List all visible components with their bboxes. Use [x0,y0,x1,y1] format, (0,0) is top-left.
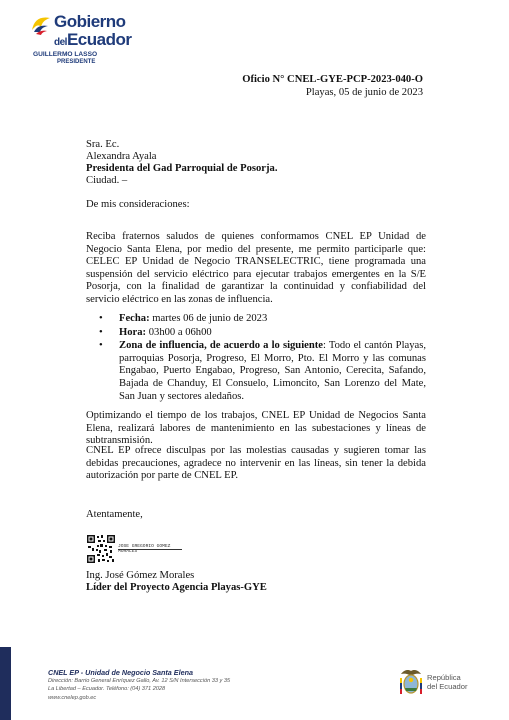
body-paragraph-1: Reciba fraternos saludos de quienes conformamos CNEL EP Unidad de Negocio Santa Elena, por medio del presente, me permito participarle que: CELEC EP Unidad de Negocio TRANSELECTRIC, tiene programada una suspensión del servicio eléctrico para ejecutar trabajos emergentes en la S/E Posorja, con la finalidad de garantizar la continuidad y confiabilidad del servicio eléctrico en las zonas de influencia. [86,231,426,305]
body-paragraph-2: Optimizando el tiempo de los trabajos, CNEL EP Unidad de Negocios Santa Elena, realizará labores de mantenimiento en las subestaciones y líneas de subtransmisión. [86,410,426,447]
footer-accent-bar [0,647,11,720]
signature-qr-code-icon [86,534,116,564]
office-reference: Oficio N° CNEL-GYE-PCP-2023-040-O [242,74,423,85]
signature-stamp-line2: MORALES [118,549,138,554]
footer-website: www.cnelep.gob.ec [48,695,97,701]
bullet-symbol: • [99,340,103,352]
logo-president-title: PRESIDENTE [57,59,96,65]
signature-stamp-line1: JOSE GREGORIO GOMEZ [118,544,171,549]
footer-address-line1: Dirección: Barrio General Enríquez Gallo, Av. 12 S/N Intersección 33 y 35 [48,678,231,684]
recipient-title: Sra. Ec. [86,139,120,150]
body-paragraph-3: CNEL EP ofrece disculpas por las molestias causadas y sugieren tomar las debidas precauciones, agradece no intervenir en las líneas, sin tener la debida autorización por parte de CNEL EP. [86,445,426,482]
bullet-time-text: 03h00 a 06h00 [146,326,212,338]
republic-line2: del Ecuador [427,682,468,691]
bullet-date-label: Fecha: [119,313,150,324]
logo-line2 [54,30,131,50]
bullet-zone-label: Zona de influencia, de acuerdo a lo siguiente [119,340,323,352]
bullet-time [99,327,426,340]
recipient-position: Presidenta del Gad Parroquial de Posorja. [86,163,278,174]
closing: Atentamente, [86,509,143,520]
place-date: Playas, 05 de junio de 2023 [305,87,423,98]
logo-line2-main: Ecuador [66,30,132,49]
signer-role: Líder del Proyecto Agencia Playas-GYE [86,582,267,593]
bullet-time-label: Hora: [119,326,147,338]
bullet-symbol: • [99,326,103,338]
outage-details-list [99,313,426,404]
republic-line1: República [427,673,461,682]
bullet-date-text: martes 06 de junio de 2023 [149,313,268,324]
gobierno-logo [30,10,132,70]
recipient-city: Ciudad. – [86,175,128,186]
recipient-name: Alexandra Ayala [86,151,157,162]
footer-organization: CNEL EP - Unidad de Negocio Santa Elena [48,668,193,677]
bullet-symbol: • [99,313,103,324]
logo-president-name: GUILLERMO LASSO [33,51,98,58]
signer-name: Ing. José Gómez Morales [86,570,195,581]
bullet-date [99,313,426,326]
footer-address-line2: La Libertad – Ecuador. Teléfono: (04) 371 2028 [48,686,166,692]
bullet-zone-text: : Todo el cantón Playas, parroquias Posorja, Progreso, El Morro, Pto. El Morro y las comunas Engabao, Puerto Engabao, Progreso, San Antonio, Cerecita, Safando, Bajada de Chanduy, El Consuelo, Limoncito, San Lorenzo del Mate, San Juan y sectores aledaños. [119,340,426,402]
condor-logo-icon [30,14,52,36]
greeting: De mis consideraciones: [86,199,190,210]
logo-line1: Gobierno [54,12,126,31]
signature-line [118,549,182,550]
bullet-zone [99,340,426,403]
logo-line2-small: del [54,37,67,48]
ecuador-coat-of-arms-icon [398,668,424,700]
